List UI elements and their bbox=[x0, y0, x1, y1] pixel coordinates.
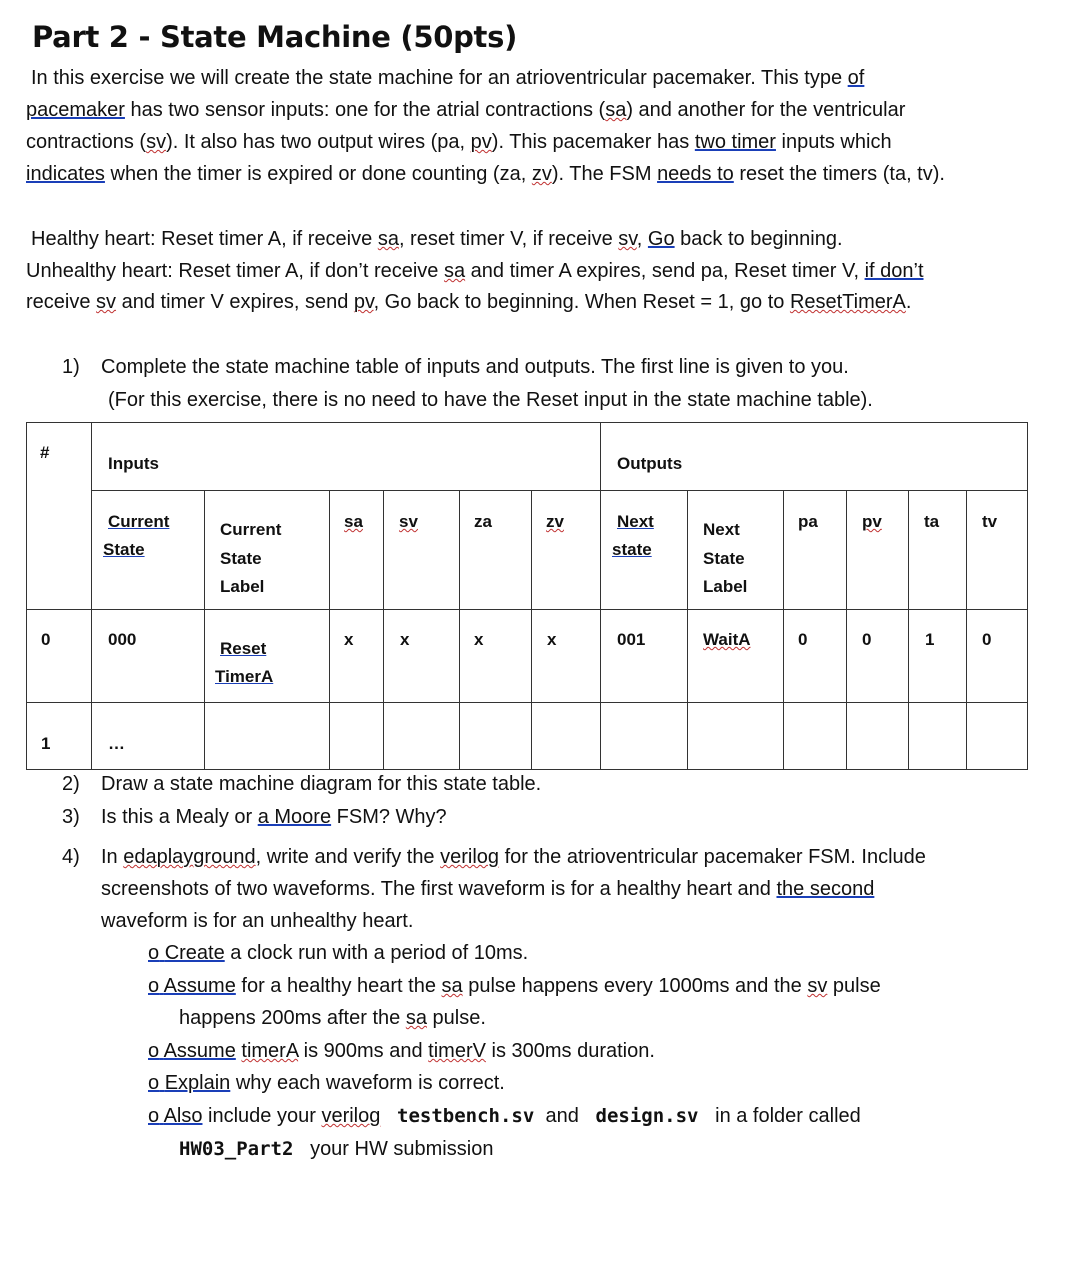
state-machine-table bbox=[26, 422, 1028, 770]
bullet-marker: o bbox=[148, 1105, 160, 1127]
q4-text-line-1: In edaplayground, write and verify the verilog for the atrioventricular pacemaker FSM. Include bbox=[101, 846, 926, 868]
row-0-current-state: 000 bbox=[108, 630, 137, 649]
row-0-number: 0 bbox=[41, 630, 51, 649]
header-current-state-2: State bbox=[103, 540, 145, 559]
q3-number: 3) bbox=[62, 806, 80, 828]
row-0-tv: 0 bbox=[982, 630, 992, 649]
bullet-timer-durations: o Assume timerA is 900ms and timerV is 300ms duration. bbox=[148, 1040, 655, 1062]
row-0-zv: x bbox=[547, 630, 557, 649]
q4-text-line-2: screenshots of two waveforms. The first waveform is for a healthy heart and the second bbox=[101, 878, 875, 900]
row-0-pv: 0 bbox=[862, 630, 872, 649]
page-title: Part 2 - State Machine (50pts) bbox=[32, 20, 518, 54]
bullet-marker: o bbox=[148, 975, 160, 997]
header-current-label: Current bbox=[220, 520, 282, 539]
unhealthy-heart-line-1: Unhealthy heart: Reset timer A, if don’t receive sa and timer A expires, send pa, Reset timer V, if don’t bbox=[26, 260, 924, 282]
header-row-number: # bbox=[40, 443, 50, 462]
row-0-pa: 0 bbox=[798, 630, 808, 649]
healthy-heart-text: Healthy heart: Reset timer A, if receive sa, reset timer V, if receive sv, Go back to beginning. bbox=[31, 228, 843, 250]
row-0-za: x bbox=[474, 630, 484, 649]
q2-text: Draw a state machine diagram for this state table. bbox=[101, 773, 542, 795]
row-0-current-label: Reset bbox=[220, 639, 267, 658]
header-inputs: Inputs bbox=[108, 454, 159, 473]
bullet-include-files: o Also include your verilog testbench.sv and design.sv in a folder called bbox=[148, 1105, 861, 1127]
q1-text-line-1: Complete the state machine table of inputs and outputs. The first line is given to you. bbox=[101, 356, 849, 378]
header-current-state: Current bbox=[108, 512, 170, 531]
intro-line-1: In this exercise we will create the state machine for an atrioventricular pacemaker. This type of bbox=[31, 67, 865, 89]
row-1-number: 1 bbox=[41, 734, 51, 753]
header-ta: ta bbox=[924, 512, 940, 531]
header-sa: sa bbox=[344, 512, 363, 531]
row-0-ta: 1 bbox=[925, 630, 935, 649]
bullet-marker: o bbox=[148, 1040, 160, 1062]
bullet-include-files-cont: HW03_Part2 your HW submission bbox=[179, 1138, 494, 1160]
q4-number: 4) bbox=[62, 846, 80, 868]
header-next-label-2: State bbox=[703, 549, 745, 568]
unhealthy-heart-line-2: receive sv and timer V expires, send pv, Go back to beginning. When Reset = 1, go to ResetTimerA. bbox=[26, 291, 912, 313]
intro-line-3: contractions (sv). It also has two output wires (pa, pv). This pacemaker has two timer inputs which bbox=[26, 131, 892, 153]
q4-text-line-3: waveform is for an unhealthy heart. bbox=[101, 910, 414, 932]
row-0-next-label: WaitA bbox=[703, 630, 751, 649]
header-next-state: Next bbox=[617, 512, 654, 531]
header-tv: tv bbox=[982, 512, 998, 531]
row-1-current-state: … bbox=[108, 734, 125, 753]
row-0-current-label-2: TimerA bbox=[215, 667, 274, 686]
bullet-marker: o bbox=[148, 1072, 160, 1094]
header-next-label-3: Label bbox=[703, 577, 748, 596]
bullet-clock: o Create a clock run with a period of 10ms. bbox=[148, 942, 529, 964]
bullet-explain: o Explain why each waveform is correct. bbox=[148, 1072, 505, 1094]
header-current-label-2: State bbox=[220, 549, 262, 568]
q1-text-line-2: (For this exercise, there is no need to have the Reset input in the state machine table). bbox=[108, 389, 873, 411]
header-next-state-2: state bbox=[612, 540, 652, 559]
header-zv: zv bbox=[546, 512, 564, 531]
bullet-healthy-assumption: o Assume for a healthy heart the sa pulse happens every 1000ms and the sv pulse bbox=[148, 975, 881, 997]
q2-number: 2) bbox=[62, 773, 80, 795]
header-current-label-3: Label bbox=[220, 577, 265, 596]
header-sv: sv bbox=[399, 512, 418, 531]
row-0-next-state: 001 bbox=[617, 630, 646, 649]
row-0-sa: x bbox=[344, 630, 354, 649]
row-0-sv: x bbox=[400, 630, 410, 649]
header-next-label: Next bbox=[703, 520, 740, 539]
intro-line-4: indicates when the timer is expired or done counting (za, zv). The FSM needs to reset the timers (ta, tv). bbox=[26, 163, 945, 185]
q3-text: Is this a Mealy or a Moore FSM? Why? bbox=[101, 806, 447, 828]
header-za: za bbox=[474, 512, 492, 531]
bullet-marker: o bbox=[148, 942, 160, 964]
intro-line-2: pacemaker has two sensor inputs: one for the atrial contractions (sa) and another for the ventricular bbox=[26, 99, 906, 121]
bullet-healthy-assumption-cont: happens 200ms after the sa pulse. bbox=[179, 1007, 486, 1029]
header-pa: pa bbox=[798, 512, 818, 531]
header-pv: pv bbox=[862, 512, 882, 531]
q1-number: 1) bbox=[62, 356, 80, 378]
header-outputs: Outputs bbox=[617, 454, 683, 473]
